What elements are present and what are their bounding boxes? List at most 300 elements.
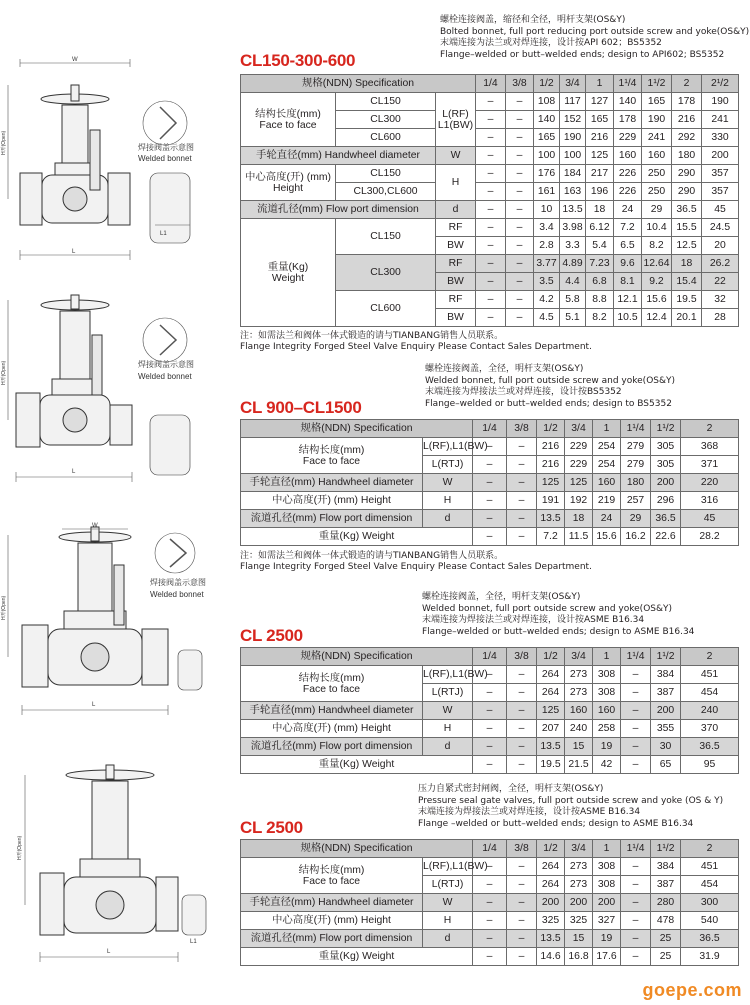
section-description: 螺栓连接阀盖，缩径和全径，明杆支架(OS&Y) Bolted bonnet, full port reducing port outside screw and yoke(OS&Y) 末端连接为法兰或对焊连接，设计按API 602；BS5352 Flange–welded or butt–welded ends; design to API602; BS5352 (440, 15, 750, 60)
value-cell: – (473, 894, 507, 912)
spec-table (240, 74, 739, 327)
value-cell: – (476, 201, 506, 219)
size-header: 1 (593, 420, 621, 438)
value-cell: 22 (702, 273, 739, 291)
value-cell: – (621, 720, 651, 738)
end-type-cell: RF (436, 291, 476, 309)
value-cell: 125 (565, 474, 593, 492)
row-label: 流道孔径(mm) Flow port dimension (241, 738, 423, 756)
value-cell: – (507, 738, 537, 756)
value-cell: 13.5 (560, 201, 586, 219)
value-cell: 325 (565, 912, 593, 930)
value-cell: – (473, 456, 507, 474)
table-row (241, 858, 739, 876)
value-cell: 226 (614, 165, 642, 183)
value-cell: – (507, 528, 537, 546)
class-cell: CL600 (336, 291, 436, 327)
table-row (241, 912, 739, 930)
dim-h-label: H开(Open) (17, 835, 23, 860)
value-cell: 3.77 (534, 255, 560, 273)
size-header: 3/4 (565, 840, 593, 858)
value-cell: – (476, 273, 506, 291)
dim-l-label: L (72, 249, 76, 255)
value-cell: – (506, 219, 534, 237)
value-cell: 290 (672, 165, 702, 183)
symbol-cell: H (436, 165, 476, 201)
value-cell: 207 (537, 720, 565, 738)
value-cell: 160 (565, 702, 593, 720)
value-cell: 18 (672, 255, 702, 273)
value-cell: – (507, 930, 537, 948)
value-cell: 25 (651, 930, 681, 948)
value-cell: 200 (651, 474, 681, 492)
value-cell: 229 (565, 438, 593, 456)
table-row (241, 720, 739, 738)
value-cell: 16.2 (621, 528, 651, 546)
value-cell: 357 (702, 183, 739, 201)
value-cell: – (621, 894, 651, 912)
section-description: 压力自紧式密封闸阀，全径，明杆支架(OS&Y) Pressure seal gate valves, full port outside screw and yoke (OS & Y) 末端连接为焊接法兰或对焊连接，设计按ASME B16.34 Flange –welded or butt–welded ends; design to ASME B16.34 (418, 784, 724, 829)
row-label: 结构长度(mm) Face to face (241, 93, 336, 147)
table-row (241, 666, 739, 684)
value-cell: 273 (565, 876, 593, 894)
value-cell: 9.6 (614, 255, 642, 273)
value-cell: 180 (621, 474, 651, 492)
value-cell: 3.5 (534, 273, 560, 291)
value-cell: 30 (651, 738, 681, 756)
symbol-cell: H (423, 912, 473, 930)
value-cell: 22.6 (651, 528, 681, 546)
end-type-cell: BW (436, 237, 476, 255)
spec-header: 规格(NDN) Specification (241, 840, 473, 858)
value-cell: 190 (702, 93, 739, 111)
welded-label-cn: 焊接阀盖示意图 (150, 578, 206, 587)
value-cell: – (476, 165, 506, 183)
value-cell: – (476, 129, 506, 147)
value-cell: 180 (672, 147, 702, 165)
section-cl150-300-600 (240, 15, 750, 325)
section-cl2500-bolted (240, 592, 740, 777)
value-cell: 200 (702, 147, 739, 165)
value-cell: 308 (593, 858, 621, 876)
size-header: 3/4 (560, 75, 586, 93)
size-header: 2 (672, 75, 702, 93)
value-cell: 330 (702, 129, 739, 147)
value-cell: 8.2 (586, 309, 614, 327)
size-header: 1¹/2 (651, 648, 681, 666)
value-cell: 451 (681, 858, 739, 876)
header-row (241, 420, 739, 438)
size-header: 1/2 (537, 648, 565, 666)
value-cell: 325 (537, 912, 565, 930)
size-header: 1 (593, 648, 621, 666)
value-cell: – (506, 309, 534, 327)
value-cell: 190 (642, 111, 672, 129)
value-cell: 6.12 (586, 219, 614, 237)
welded-label-en: Welded bonnet (138, 372, 192, 381)
value-cell: – (621, 948, 651, 966)
value-cell: – (506, 273, 534, 291)
value-cell: – (473, 702, 507, 720)
value-cell: – (507, 492, 537, 510)
value-cell: 19.5 (672, 291, 702, 309)
symbol-cell: L(RF),L1(BW) (423, 438, 473, 456)
value-cell: – (476, 183, 506, 201)
value-cell: 184 (560, 165, 586, 183)
value-cell: 42 (593, 756, 621, 774)
symbol-cell: W (436, 147, 476, 165)
welded-label-en: Welded bonnet (150, 590, 204, 599)
size-header: 3/8 (507, 420, 537, 438)
value-cell: 125 (586, 147, 614, 165)
value-cell: 370 (681, 720, 739, 738)
size-header: 1/4 (473, 420, 507, 438)
value-cell: 16.8 (565, 948, 593, 966)
table-row (241, 93, 739, 111)
value-cell: – (507, 666, 537, 684)
value-cell: 178 (672, 93, 702, 111)
value-cell: 20.1 (672, 309, 702, 327)
value-cell: 65 (651, 756, 681, 774)
valve-drawing-4 (0, 765, 230, 965)
value-cell: 5.4 (586, 237, 614, 255)
value-cell: 216 (586, 129, 614, 147)
value-cell: 100 (560, 147, 586, 165)
value-cell: 226 (614, 183, 642, 201)
value-cell: 160 (593, 702, 621, 720)
value-cell: 217 (586, 165, 614, 183)
table-row (241, 201, 739, 219)
end-type-cell: BW (436, 273, 476, 291)
size-header: 2 (681, 648, 739, 666)
section-title: CL 2500 (240, 626, 303, 645)
value-cell: 25 (651, 948, 681, 966)
table-row (241, 756, 739, 774)
symbol-cell: L(RTJ) (423, 456, 473, 474)
table-row (241, 894, 739, 912)
value-cell: 10 (534, 201, 560, 219)
value-cell: 250 (642, 183, 672, 201)
size-header: 1¹/2 (642, 75, 672, 93)
size-header: 1¹/2 (651, 840, 681, 858)
value-cell: 200 (593, 894, 621, 912)
value-cell: 258 (593, 720, 621, 738)
row-label: 结构长度(mm) Face to face (241, 858, 423, 894)
welded-label-en: Welded bonnet (138, 154, 192, 163)
welded-label-cn: 焊接阀盖示意图 (138, 360, 194, 369)
dim-l1-label: L1 (160, 231, 167, 237)
row-label: 中心高度(开) (mm) Height (241, 492, 423, 510)
value-cell: 32 (702, 291, 739, 309)
value-cell: 216 (672, 111, 702, 129)
symbol-cell: d (423, 510, 473, 528)
size-header: 1/2 (537, 840, 565, 858)
table-row (241, 219, 739, 237)
enquiry-note: 注：如需法兰和阀体一体式锻造的请与TIANBANG销售人员联系。 Flange Integrity Forged Steel Valve Enquiry Please Contact Sales Department. (240, 331, 592, 352)
value-cell: 7.2 (614, 219, 642, 237)
value-cell: – (476, 219, 506, 237)
value-cell: 305 (651, 438, 681, 456)
value-cell: 12.5 (672, 237, 702, 255)
value-cell: 13.5 (537, 510, 565, 528)
value-cell: 127 (586, 93, 614, 111)
row-label: 流道孔径(mm) Flow port dimension (241, 510, 423, 528)
value-cell: 387 (651, 876, 681, 894)
dim-l-label: L (107, 949, 111, 955)
size-header: 1 (593, 840, 621, 858)
value-cell: 3.3 (560, 237, 586, 255)
value-cell: 95 (681, 756, 739, 774)
dim-l1-label: L1 (190, 939, 197, 945)
value-cell: 19 (593, 738, 621, 756)
class-cell: CL150 (336, 165, 436, 183)
value-cell: 176 (534, 165, 560, 183)
value-cell: 7.2 (537, 528, 565, 546)
value-cell: 45 (702, 201, 739, 219)
value-cell: 36.5 (651, 510, 681, 528)
row-label: 手轮直径(mm) Handwheel diameter (241, 702, 423, 720)
dim-h-label: H开(Open) (1, 360, 7, 385)
value-cell: 216 (537, 438, 565, 456)
value-cell: 31.9 (681, 948, 739, 966)
valve-drawing-1 (0, 55, 230, 275)
value-cell: 4.89 (560, 255, 586, 273)
value-cell: – (621, 756, 651, 774)
value-cell: 13.5 (537, 738, 565, 756)
row-label: 中心高度(开) (mm) Height (241, 165, 336, 201)
value-cell: – (476, 93, 506, 111)
value-cell: 19.5 (537, 756, 565, 774)
value-cell: 140 (614, 93, 642, 111)
value-cell: 8.8 (586, 291, 614, 309)
size-header: 1/4 (476, 75, 506, 93)
value-cell: 165 (534, 129, 560, 147)
value-cell: – (473, 912, 507, 930)
value-cell: 273 (565, 858, 593, 876)
value-cell: 368 (681, 438, 739, 456)
value-cell: – (473, 738, 507, 756)
value-cell: 300 (681, 894, 739, 912)
spec-header: 规格(NDN) Specification (241, 648, 473, 666)
value-cell: – (476, 255, 506, 273)
value-cell: – (507, 684, 537, 702)
value-cell: 220 (681, 474, 739, 492)
value-cell: – (473, 474, 507, 492)
value-cell: 357 (702, 165, 739, 183)
value-cell: 21.5 (565, 756, 593, 774)
size-header: 3/4 (565, 648, 593, 666)
table-row (241, 948, 739, 966)
value-cell: 29 (621, 510, 651, 528)
symbol-cell: d (436, 201, 476, 219)
value-cell: – (473, 948, 507, 966)
value-cell: – (621, 702, 651, 720)
table-row (241, 510, 739, 528)
value-cell: 125 (537, 702, 565, 720)
value-cell: 152 (560, 111, 586, 129)
value-cell: 191 (537, 492, 565, 510)
value-cell: 308 (593, 666, 621, 684)
symbol-cell: d (423, 738, 473, 756)
value-cell: 14.6 (537, 948, 565, 966)
watermark: goepe.com (642, 980, 742, 1000)
value-cell: 28 (702, 309, 739, 327)
value-cell: – (507, 456, 537, 474)
value-cell: 371 (681, 456, 739, 474)
value-cell: 454 (681, 876, 739, 894)
value-cell: 305 (651, 456, 681, 474)
value-cell: 257 (621, 492, 651, 510)
value-cell: – (506, 201, 534, 219)
table-row (241, 492, 739, 510)
value-cell: – (476, 147, 506, 165)
dim-l-label: L (92, 702, 96, 708)
value-cell: – (621, 666, 651, 684)
value-cell: 15.6 (593, 528, 621, 546)
value-cell: – (621, 912, 651, 930)
symbol-cell: L(RTJ) (423, 684, 473, 702)
value-cell: 308 (593, 684, 621, 702)
value-cell: – (507, 912, 537, 930)
row-label: 重量(Kg) Weight (241, 528, 473, 546)
row-label: 中心高度(开) (mm) Height (241, 720, 423, 738)
value-cell: 3.98 (560, 219, 586, 237)
size-header: 1¹/2 (651, 420, 681, 438)
header-row (241, 648, 739, 666)
row-label: 手轮直径(mm) Handwheel diameter (241, 474, 423, 492)
value-cell: 6.8 (586, 273, 614, 291)
size-header: 2 (681, 420, 739, 438)
welded-label-cn: 焊接阀盖示意图 (138, 143, 194, 152)
symbol-cell: W (423, 702, 473, 720)
value-cell: 273 (565, 684, 593, 702)
valve-drawing-2 (0, 295, 230, 495)
value-cell: – (473, 876, 507, 894)
size-header: 3/4 (565, 420, 593, 438)
row-label: 重量(Kg) Weight (241, 756, 473, 774)
class-cell: CL300 (336, 255, 436, 291)
value-cell: 241 (642, 129, 672, 147)
value-cell: 8.1 (614, 273, 642, 291)
value-cell: 24 (614, 201, 642, 219)
table-row (241, 930, 739, 948)
value-cell: 15 (565, 738, 593, 756)
size-header: 2¹/2 (702, 75, 739, 93)
value-cell: – (507, 438, 537, 456)
value-cell: – (506, 237, 534, 255)
value-cell: – (506, 165, 534, 183)
value-cell: 478 (651, 912, 681, 930)
value-cell: – (507, 510, 537, 528)
end-type-cell: BW (436, 309, 476, 327)
value-cell: 36.5 (672, 201, 702, 219)
spec-table (240, 419, 739, 546)
value-cell: 4.5 (534, 309, 560, 327)
value-cell: – (473, 756, 507, 774)
row-label: 流道孔径(mm) Flow port dimension (241, 930, 423, 948)
value-cell: 216 (537, 456, 565, 474)
value-cell: 8.2 (642, 237, 672, 255)
value-cell: 12.4 (642, 309, 672, 327)
value-cell: 264 (537, 876, 565, 894)
value-cell: 12.64 (642, 255, 672, 273)
value-cell: – (507, 474, 537, 492)
value-cell: – (507, 756, 537, 774)
row-label: 流道孔径(mm) Flow port dimension (241, 201, 436, 219)
size-header: 1¹/4 (614, 75, 642, 93)
dim-h-label: H开(Open) (1, 595, 7, 620)
class-cell: CL150 (336, 93, 436, 111)
value-cell: 308 (593, 876, 621, 894)
value-cell: – (621, 684, 651, 702)
symbol-cell: H (423, 492, 473, 510)
size-header: 3/8 (507, 648, 537, 666)
value-cell: 29 (642, 201, 672, 219)
value-cell: 200 (651, 702, 681, 720)
value-cell: 4.2 (534, 291, 560, 309)
value-cell: – (506, 291, 534, 309)
value-cell: 12.1 (614, 291, 642, 309)
row-label: 重量(Kg) Weight (241, 219, 336, 327)
value-cell: – (473, 528, 507, 546)
section-title: CL150-300-600 (240, 51, 356, 70)
value-cell: – (473, 510, 507, 528)
value-cell: 165 (642, 93, 672, 111)
value-cell: 178 (614, 111, 642, 129)
dim-w-label: W (72, 57, 78, 63)
value-cell: – (507, 858, 537, 876)
symbol-cell: H (423, 720, 473, 738)
value-cell: – (507, 894, 537, 912)
value-cell: 192 (565, 492, 593, 510)
value-cell: – (473, 930, 507, 948)
value-cell: 9.2 (642, 273, 672, 291)
value-cell: 165 (586, 111, 614, 129)
size-header: 1¹/4 (621, 840, 651, 858)
value-cell: 36.5 (681, 930, 739, 948)
value-cell: 200 (565, 894, 593, 912)
symbol-cell: L(RF) L1(BW) (436, 93, 476, 147)
value-cell: 454 (681, 684, 739, 702)
section-title: CL 2500 (240, 818, 303, 837)
value-cell: 296 (651, 492, 681, 510)
value-cell: 384 (651, 666, 681, 684)
size-header: 3/8 (506, 75, 534, 93)
value-cell: 264 (537, 684, 565, 702)
value-cell: – (476, 309, 506, 327)
spec-header: 规格(NDN) Specification (241, 420, 473, 438)
value-cell: 108 (534, 93, 560, 111)
value-cell: 5.1 (560, 309, 586, 327)
size-header: 1 (586, 75, 614, 93)
table-row (241, 147, 739, 165)
value-cell: 125 (537, 474, 565, 492)
row-label: 重量(Kg) Weight (241, 948, 473, 966)
value-cell: – (621, 930, 651, 948)
value-cell: 327 (593, 912, 621, 930)
value-cell: 196 (586, 183, 614, 201)
value-cell: 160 (593, 474, 621, 492)
table-row (241, 165, 739, 183)
size-header: 1¹/4 (621, 420, 651, 438)
table-row (241, 438, 739, 456)
value-cell: 540 (681, 912, 739, 930)
section-cl900-cl1500 (240, 364, 740, 549)
value-cell: 161 (534, 183, 560, 201)
dim-l-label: L (72, 469, 76, 475)
value-cell: 100 (534, 147, 560, 165)
size-header: 1/2 (534, 75, 560, 93)
